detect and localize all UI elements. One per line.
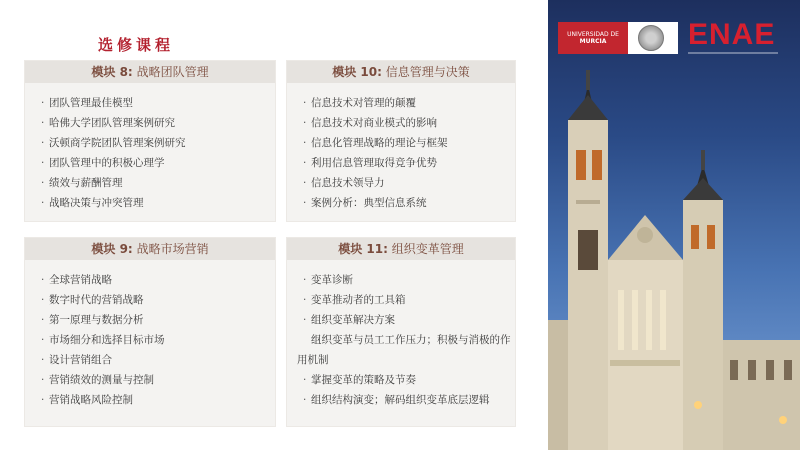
list-item: · 组织变革与员工工作压力；积极与消极的作用机制: [287, 330, 515, 370]
module-item-list: [287, 260, 515, 410]
module-label: 模块 8:: [91, 65, 133, 79]
list-item: · 战略决策与冲突管理: [25, 193, 275, 213]
module-card-8: [24, 60, 276, 222]
module-name: 战略市场营销: [136, 242, 209, 256]
module-card-11: [286, 237, 516, 427]
list-item: · 哈佛大学团队管理案例研究: [25, 113, 275, 133]
module-card-9: [24, 237, 276, 427]
list-item: · 信息技术对管理的颠覆: [287, 93, 515, 113]
cathedral-illustration: [548, 0, 800, 450]
page-title: 选修课程: [98, 36, 175, 54]
university-wordmark: [558, 22, 628, 54]
module-header: [287, 61, 515, 83]
list-item: · 团队管理中的积极心理学: [25, 153, 275, 173]
module-label: 模块 10:: [332, 65, 382, 79]
list-item: · 第一原理与数据分析: [25, 310, 275, 330]
list-item: · 信息技术领导力: [287, 173, 515, 193]
list-item: · 绩效与薪酬管理: [25, 173, 275, 193]
list-item: · 沃顿商学院团队管理案例研究: [25, 133, 275, 153]
list-item: · 设计营销组合: [25, 350, 275, 370]
list-item: · 团队管理最佳模型: [25, 93, 275, 113]
module-item-list: [287, 83, 515, 213]
list-item: · 数字时代的营销战略: [25, 290, 275, 310]
school-logo: ENAE: [688, 18, 776, 51]
list-item: · 营销战略风险控制: [25, 390, 275, 410]
module-label: 模块 9:: [91, 242, 133, 256]
list-item: · 全球营销战略: [25, 270, 275, 290]
module-name: 战略团队管理: [136, 65, 209, 79]
module-header: [287, 238, 515, 260]
list-item: · 组织结构演变；解码组织变革底层逻辑: [287, 390, 515, 410]
list-item: · 案例分析：典型信息系统: [287, 193, 515, 213]
university-line2: MURCIA: [579, 38, 607, 45]
university-logo: [558, 22, 678, 54]
module-item-list: [25, 260, 275, 410]
list-item: · 利用信息管理取得竞争优势: [287, 153, 515, 173]
university-seal-icon: [638, 25, 664, 51]
list-item: · 市场细分和选择目标市场: [25, 330, 275, 350]
list-item: · 信息化管理战略的理论与框架: [287, 133, 515, 153]
list-item: · 变革推动者的工具箱: [287, 290, 515, 310]
module-header: [25, 238, 275, 260]
university-line1: UNIVERSIDAD DE: [567, 31, 619, 38]
module-item-list: [25, 83, 275, 213]
module-name: 组织变革管理: [391, 242, 464, 256]
module-label: 模块 11:: [338, 242, 388, 256]
list-item: · 掌握变革的策略及节奏: [287, 370, 515, 390]
module-card-10: [286, 60, 516, 222]
list-item: · 营销绩效的测量与控制: [25, 370, 275, 390]
logo-underline: [688, 52, 778, 54]
list-item: · 组织变革解决方案: [287, 310, 515, 330]
module-header: [25, 61, 275, 83]
module-name: 信息管理与决策: [385, 65, 470, 79]
list-item: · 变革诊断: [287, 270, 515, 290]
cathedral-photo: [548, 0, 800, 450]
list-item: · 信息技术对商业模式的影响: [287, 113, 515, 133]
